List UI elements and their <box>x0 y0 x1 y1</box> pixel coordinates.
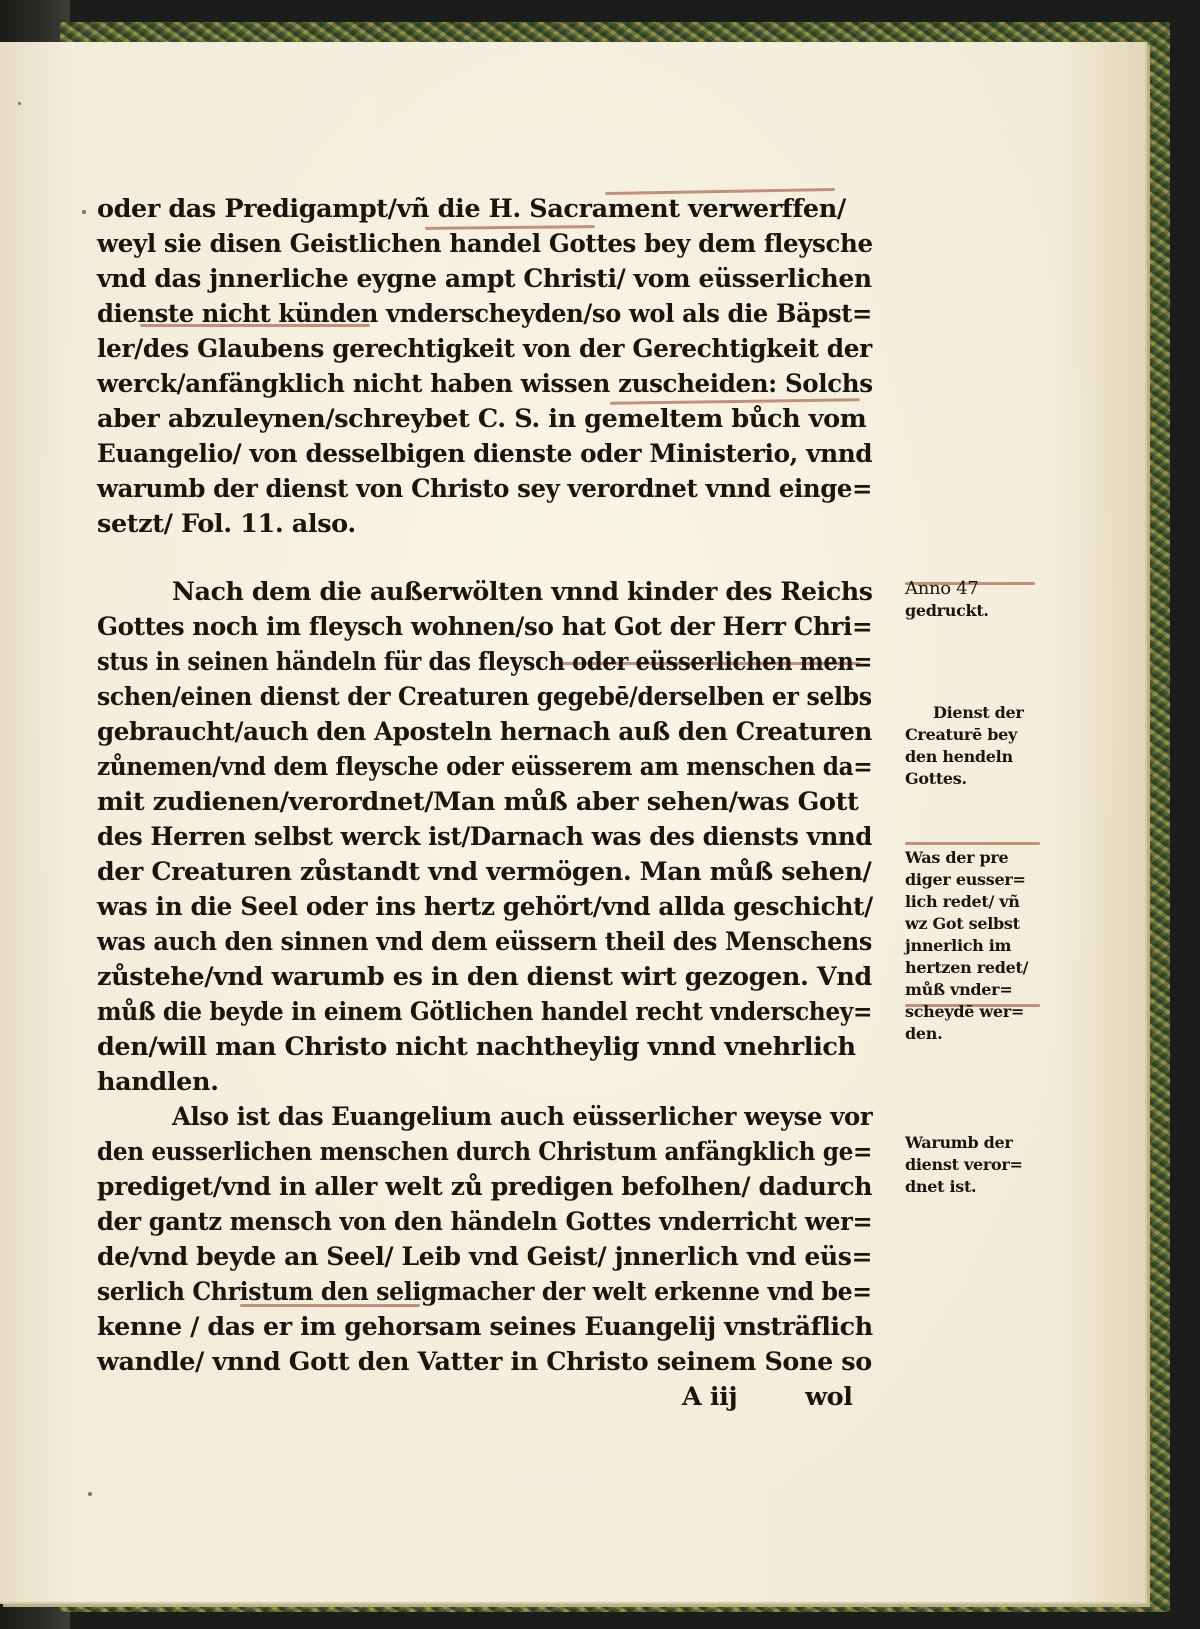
signature-catchword-line: A iij wol <box>682 1382 853 1412</box>
text-line: schen/einen dienst der Creaturen gegebē/derselben er selbs <box>97 682 872 712</box>
margin-note-line: jnnerlich im <box>905 936 1012 955</box>
margin-note-line: den. <box>905 1024 943 1043</box>
margin-note-line: dienst veror= <box>905 1155 1023 1174</box>
text-line: was in die Seel oder ins hertz gehört/vnd allda geschicht/ <box>97 892 873 922</box>
margin-note-line: Dienst der <box>933 703 1024 722</box>
margin-note-line: hertzen redet/ <box>905 958 1029 977</box>
annotation-underline <box>905 842 1040 845</box>
margin-note-line: Gottes. <box>905 769 967 788</box>
text-line: warumb der dienst von Christo sey verordnet vnnd einge= <box>97 474 873 504</box>
text-line: weyl sie disen Geistlichen handel Gottes bey dem fleysche <box>97 229 873 259</box>
text-line: wandle/ vnnd Gott den Vatter in Christo seinem Sone so <box>97 1347 872 1377</box>
text-line: handlen. <box>97 1067 219 1097</box>
margin-note-line: wz Got selbst <box>905 914 1020 933</box>
text-line: Euangelio/ von desselbigen dienste oder Ministerio, vnnd <box>97 439 873 469</box>
margin-note-line: gedruckt. <box>905 601 989 620</box>
book-page <box>0 42 1147 1604</box>
text-line: dienste nicht künden vnderscheyden/so wol als die Bäpst= <box>97 299 872 329</box>
text-line: zůnemen/vnd dem fleysche oder eüsserem am menschen da= <box>97 752 873 782</box>
text-line: stus in seinen händeln für das fleysch oder eüsserlichen men= <box>97 647 873 677</box>
margin-note-line: scheydē wer= <box>905 1002 1024 1021</box>
text-line: serlich Christum den seligmacher der welt erkenne vnd be= <box>97 1277 872 1307</box>
text-line: der gantz mensch von den händeln Gottes vnderricht wer= <box>97 1207 873 1237</box>
text-line: oder das Predigampt/vñ die H. Sacrament verwerffen/ <box>97 194 846 224</box>
text-line: den eusserlichen menschen durch Christum anfängklich ge= <box>97 1137 873 1167</box>
text-line: prediget/vnd in aller welt zů predigen befolhen/ dadurch <box>97 1172 873 1202</box>
margin-note-line: Creaturē bey <box>905 725 1017 744</box>
margin-note-line: Anno 47 <box>905 578 979 599</box>
text-line: de/vnd beyde an Seel/ Leib vnd Geist/ jnnerlich vnd eüs= <box>97 1242 873 1272</box>
text-line: můß die beyde in einem Götlichen handel recht vnderschey= <box>97 997 873 1027</box>
text-line: zůstehe/vnd warumb es in den dienst wirt gezogen. Vnd <box>97 962 872 992</box>
margin-note-line: diger eusser= <box>905 870 1026 889</box>
margin-note-line: Warumb der <box>905 1133 1013 1152</box>
text-line: werck/anfängklich nicht haben wissen zuscheiden: Solchs <box>97 369 873 399</box>
text-line: vnd das jnnerliche eygne ampt Christi/ vom eüsserlichen <box>97 264 872 294</box>
text-line: gebraucht/auch den Aposteln hernach auß den Creaturen <box>97 717 872 747</box>
ink-speck <box>18 102 21 105</box>
text-line: des Herren selbst werck ist/Darnach was des diensts vnnd <box>97 822 872 852</box>
text-line: Gottes noch im fleysch wohnen/so hat Got der Herr Chri= <box>97 612 873 642</box>
margin-note-line: Was der pre <box>905 848 1009 867</box>
text-line: was auch den sinnen vnd dem eüssern theil des Menschens <box>97 927 873 957</box>
text-line: der Creaturen zůstandt vnd vermögen. Man můß sehen/ <box>97 857 872 887</box>
text-line: setzt/ Fol. 11. also. <box>97 509 356 539</box>
margin-note-line: lich redet/ vñ <box>905 892 1020 911</box>
text-line: Also ist das Euangelium auch eüsserlicher weyse vor <box>172 1102 873 1132</box>
text-line: kenne / das er im gehorsam seines Euangelij vnsträflich <box>97 1312 873 1342</box>
text-line: Nach dem die außerwölten vnnd kinder des Reichs <box>172 577 873 607</box>
text-line: den/will man Christo nicht nachtheylig vnnd vnehrlich <box>97 1032 856 1062</box>
text-line: aber abzuleynen/schreybet C. S. in gemeltem bůch vom <box>97 404 867 434</box>
margin-note-line: dnet ist. <box>905 1177 977 1196</box>
text-line: mit zudienen/verordnet/Man můß aber sehen/was Gott <box>97 787 859 817</box>
ink-speck <box>82 210 86 214</box>
ink-speck <box>88 1492 92 1496</box>
margin-note-line: můß vnder= <box>905 980 1013 999</box>
text-line: ler/des Glaubens gerechtigkeit von der Gerechtigkeit der <box>97 334 872 364</box>
margin-note-line: den hendeln <box>905 747 1013 766</box>
